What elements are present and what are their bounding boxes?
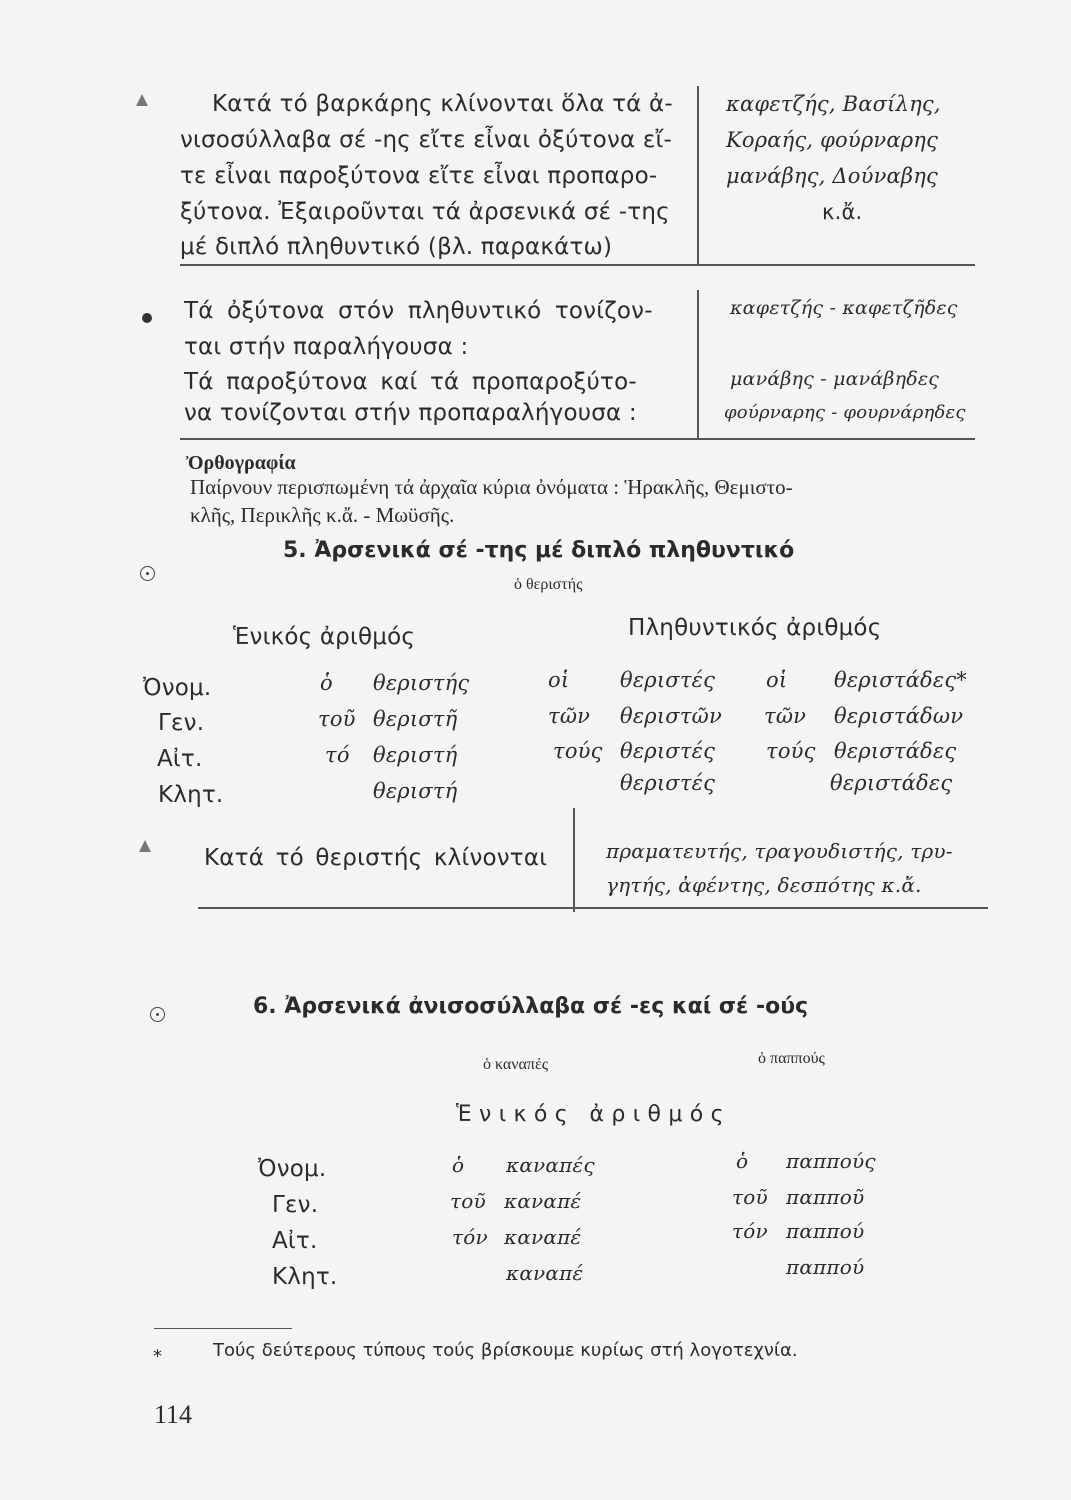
rule2-line-3: Τά παροξύτονα καί τά προπαροξύτο- (184, 369, 637, 395)
plural-article-2: τῶν (764, 704, 807, 728)
rule2-line-2: ται στήν παραλήγουσα : (184, 334, 469, 360)
noun2-article: ὁ (736, 1149, 749, 1173)
noun2-form: παπποῦ (786, 1185, 865, 1209)
case-label: Ὀνομ. (258, 1156, 327, 1182)
noun2-form: παππού (786, 1255, 865, 1279)
section6-noun1-label: ὁ καναπές (483, 1056, 549, 1073)
plural-article-1: τούς (553, 739, 603, 763)
noun1-form: καναπέ (506, 1261, 584, 1285)
rule1-line-5: μέ διπλό πληθυντικό (βλ. παρακάτω) (180, 234, 613, 260)
triangle-marker-icon (136, 94, 148, 106)
rule1-example-3: μανάβης, Δούναβης (726, 164, 939, 188)
section5-divider (573, 808, 575, 912)
plural-noun-2: θεριστάδες (834, 739, 957, 763)
section6-title: 6. Ἀρσενικά ἀνισοσύλλαβα σέ -ες καί σέ -ούς (253, 994, 809, 1019)
section5-example-2: γητής, ἀφέντης, δεσπότης κ.ἄ. (606, 873, 922, 897)
noun1-form: καναπέ (504, 1189, 582, 1213)
case-label: Γεν. (158, 710, 205, 736)
section5-title: 5. Ἀρσενικά σέ -της μέ διπλό πληθυντικό (283, 538, 795, 563)
singular-noun: θεριστής (373, 671, 470, 695)
singular-article: τοῦ (318, 707, 356, 731)
plural-article-2: οἱ (766, 668, 788, 692)
section6-noun2-label: ὁ παππούς (758, 1050, 825, 1067)
footnote-mark: * (153, 1346, 162, 1367)
plural-noun-1: θεριστές (620, 739, 716, 763)
section-circle-icon (140, 566, 155, 581)
plural-noun-2: θεριστάδες (830, 771, 953, 795)
plural-article-2: τούς (766, 739, 816, 763)
footnote-text: Τούς δεύτερους τύπους τούς βρίσκουμε κυρίως στή λογοτεχνία. (213, 1340, 798, 1361)
singular-article: τό (325, 743, 350, 767)
noun1-article: τοῦ (450, 1189, 486, 1213)
section-circle-icon (150, 1007, 165, 1022)
rule2-divider (697, 290, 699, 438)
orthography-line-1: Παίρνουν περισπωμένη τά ἀρχαῖα κύρια ὀνόματα : Ἡρακλῆς, Θεμιστο- (190, 475, 793, 499)
noun2-form: παππούς (786, 1149, 876, 1173)
plural-article-1: τῶν (548, 704, 591, 728)
plural-noun-1: θεριστῶν (620, 704, 722, 728)
section5-plural-header: Πληθυντικός ἀριθμός (628, 615, 882, 641)
rule1-underline (180, 264, 975, 266)
noun1-article: τόν (452, 1225, 488, 1249)
plural-noun-1: θεριστές (620, 771, 716, 795)
section5-example-1: πραματευτής, τραγουδιστής, τρυ- (606, 839, 953, 863)
noun1-form: καναπέ (504, 1225, 582, 1249)
section5-rule: Κατά τό θεριστής κλίνονται (204, 845, 548, 871)
plural-noun-2: θεριστάδων (834, 704, 964, 728)
rule1-line-3: τε εἶναι παροξύτονα εἴτε εἶναι προπαρο- (180, 163, 658, 189)
rule1-line-4: ξύτονα. Ἐξαιροῦνται τά ἀρσενικά σέ -της (180, 199, 670, 225)
section6-singular-header: Ἑ ν ι κ ό ς ἀ ρ ι θ μ ό ς (456, 1102, 724, 1127)
footnote-separator (154, 1328, 292, 1329)
case-label: Γεν. (272, 1192, 319, 1218)
case-label: Αἰτ. (157, 746, 203, 772)
rule1-line-1: Κατά τό βαρκάρης κλίνονται ὅλα τά ἀ- (212, 91, 673, 117)
page-number: 114 (154, 1400, 193, 1429)
plural-article-1: οἱ (548, 668, 570, 692)
singular-noun: θεριστή (373, 779, 458, 803)
section5-singular-header: Ἑνικός ἀριθμός (233, 624, 416, 650)
noun2-article: τοῦ (732, 1185, 768, 1209)
section5-subtitle: ὁ θεριστής (514, 576, 583, 593)
plural-noun-1: θεριστές (620, 668, 716, 692)
rule2-example-2: μανάβης - μανάβηδες (730, 368, 940, 390)
noun2-article: τόν (732, 1219, 768, 1243)
rule2-example-1: καφετζής - καφετζῆδες (730, 297, 958, 319)
orthography-line-2: κλῆς, Περικλῆς κ.ἄ. - Μωϋσῆς. (190, 503, 455, 527)
bullet-dot-icon (142, 313, 152, 323)
rule1-divider (697, 86, 699, 264)
rule1-example-2: Κοραής, φούρναρης (726, 128, 939, 152)
section5-underline (198, 907, 988, 909)
singular-article: ὁ (320, 671, 333, 695)
rule2-underline (180, 438, 975, 440)
noun1-form: καναπές (506, 1153, 595, 1177)
rule2-example-3: φούρναρης - φουρνάρηδες (724, 402, 966, 423)
rule1-example-4: κ.ἄ. (822, 200, 863, 224)
singular-noun: θεριστή (373, 743, 458, 767)
noun2-form: παππού (786, 1219, 865, 1243)
singular-noun: θεριστῆ (373, 707, 458, 731)
plural-noun-2: θεριστάδες* (834, 668, 967, 692)
rule2-line-1: Τά ὀξύτονα στόν πληθυντικό τονίζον- (184, 298, 653, 324)
orthography-title: Ὀρθογραφία (186, 452, 296, 474)
case-label: Αἰτ. (272, 1228, 318, 1254)
triangle-marker-icon (139, 840, 151, 852)
case-label: Ὀνομ. (143, 675, 212, 701)
rule2-line-4: να τονίζονται στήν προπαραλήγουσα : (184, 400, 637, 426)
noun1-article: ὁ (452, 1153, 465, 1177)
case-label: Κλητ. (158, 782, 224, 808)
rule1-example-1: καφετζής, Βασίλης, (726, 92, 941, 116)
case-label: Κλητ. (272, 1264, 338, 1290)
rule1-line-2: νισοσύλλαβα σέ -ης εἴτε εἶναι ὀξύτονα εἴ- (180, 127, 672, 153)
